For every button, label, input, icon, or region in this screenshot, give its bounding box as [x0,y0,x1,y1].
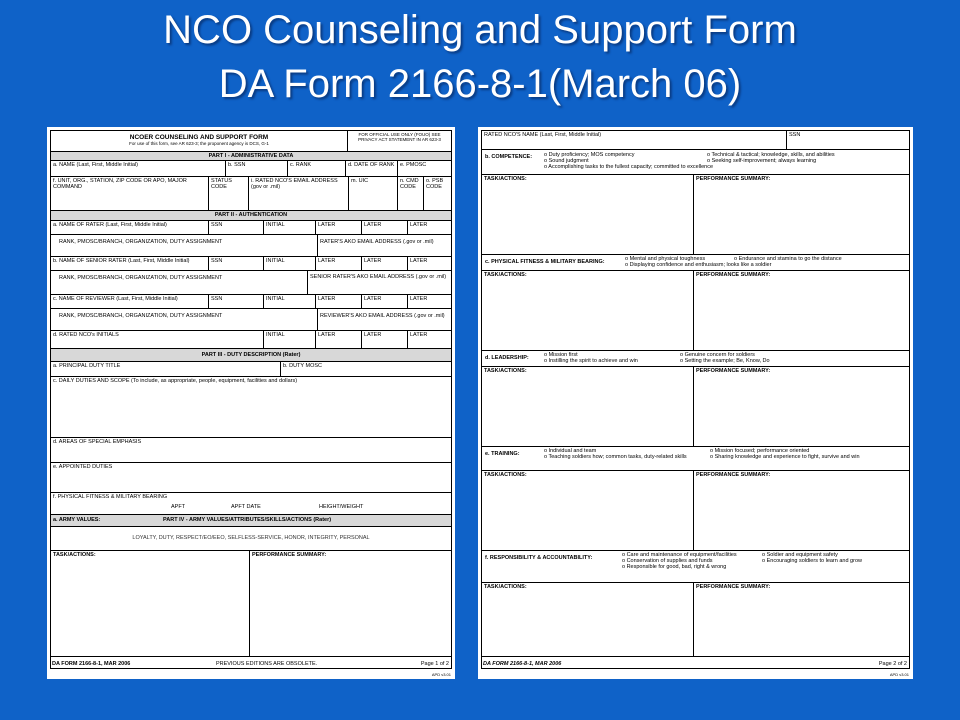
responsibility-item-4: o Soldier and equipment safety [762,552,838,558]
duty-title-row [51,362,451,377]
reviewer-later-1[interactable]: LATER [315,295,361,308]
reviewer-email-field[interactable]: REVIEWER'S AKO EMAIL ADDRESS (.gov or .mil) [317,309,451,330]
reviewer-later-2[interactable]: LATER [361,295,407,308]
senior-rater-later-1[interactable]: LATER [315,257,361,270]
reviewer-ssn-field[interactable]: SSN [208,295,263,308]
responsibility-task-field[interactable]: TASK/ACTIONS: [484,584,527,590]
competence-item-3: o Accomplishing tasks to the fullest capacity; committed to excellence [544,164,714,170]
slide-title-line2: DA Form 2166-8-1(March 06) [218,62,742,106]
part3-header: PART III - DUTY DESCRIPTION (Rater) [51,349,451,362]
name-field[interactable]: a. NAME (Last, First, Middle Initial) [53,162,138,168]
training-item-1: o Individual and team [544,448,597,454]
responsibility-item-3: o Responsible for good, bad, right & wrong [622,564,727,570]
rater-initial-field[interactable]: INITIAL [263,221,315,234]
competence-item-5: o Seeking self-improvement; always learning [707,158,817,164]
rater-row [51,221,451,235]
training-item-2: o Teaching soldiers how; common tasks, duty-related skills [544,454,687,460]
competence-item-1: o Duty proficiency; MOS competency [544,152,635,158]
leadership-task-field[interactable]: TASK/ACTIONS: [484,368,527,374]
page2-footer-page: Page 2 of 2 [878,660,907,667]
rater-ssn-field[interactable]: SSN [208,221,263,234]
army-values-line: LOYALTY, DUTY, RESPECT/EO/EEO, SELFLESS-SERVICE, HONOR, INTEGRITY, PERSONAL [132,535,370,541]
appointed-row [51,463,451,493]
page1-footer-apd: APD v3.01 [431,672,451,678]
rater-later-1[interactable]: LATER [315,221,361,234]
initials-later-2[interactable]: LATER [361,331,407,348]
emphasis-row [51,438,451,463]
competence-label: b. COMPETENCE: [485,154,533,160]
form-page-1 [47,127,455,679]
leadership-row [482,351,909,367]
appointed-duties-field[interactable]: e. APPOINTED DUTIES [53,464,113,470]
page1-footer-form: DA FORM 2166-8-1, MAR 2006 [52,660,131,667]
senior-rater-email-field[interactable]: SENIOR RATER'S AKO EMAIL ADDRESS (.gov or .mil) [307,271,451,294]
leadership-perf-field[interactable]: PERFORMANCE SUMMARY: [693,367,909,446]
fitness-item-3: o Endurance and stamina to go the distance [734,256,842,262]
task-actions-field[interactable]: TASK/ACTIONS: [53,552,96,558]
reviewer-name-field[interactable]: c. NAME OF REVIEWER (Last, First, Middle Initial) [53,296,178,302]
rater-detail-row [51,235,451,257]
senior-rater-row [51,257,451,271]
fitness-label: c. PHYSICAL FITNESS & MILITARY BEARING: [485,259,605,265]
rated-name-row [482,131,909,150]
rater-rank-field[interactable]: RANK, PMOSC/BRANCH, ORGANIZATION, DUTY ASSIGNMENT [59,239,223,245]
date-of-rank-field[interactable]: d. DATE OF RANK [345,161,397,176]
rater-later-2[interactable]: LATER [361,221,407,234]
form-header [51,131,451,152]
special-emphasis-field[interactable]: d. AREAS OF SPECIAL EMPHASIS [53,439,142,445]
part1-header: PART I - ADMINISTRATIVE DATA [51,152,451,161]
duty-mosc-field[interactable]: b. DUTY MOSC [280,362,451,376]
status-code-field[interactable]: STATUS CODE [208,177,248,210]
senior-rater-later-2[interactable]: LATER [361,257,407,270]
responsibility-item-1: o Care and maintenance of equipment/facilities [622,552,737,558]
leadership-label: d. LEADERSHIP: [485,355,529,361]
competence-task-field[interactable]: TASK/ACTIONS: [484,176,527,182]
fitness-field[interactable] [51,493,451,514]
apft-date-label: APFT DATE [231,504,261,510]
senior-rater-detail-row [51,271,451,295]
admin-row-2 [51,177,451,211]
height-weight-label: HEIGHT/WEIGHT [319,504,364,510]
responsibility-task-row [482,583,909,657]
rater-name-field[interactable]: a. NAME OF RATER (Last, First, Middle Initial) [53,222,167,228]
fitness-task-field[interactable]: TASK/ACTIONS: [484,272,527,278]
form-page-2 [478,127,913,679]
cmd-code-field[interactable]: n. CMD CODE [397,177,423,210]
fitness-task-row [482,271,909,351]
daily-duties-row [51,377,451,438]
reviewer-detail-row [51,309,451,331]
responsibility-label: f. RESPONSIBILITY & ACCOUNTABILITY: [485,555,593,561]
page1-footer-obsolete: PREVIOUS EDITIONS ARE OBSOLETE. [216,660,318,667]
training-task-field[interactable]: TASK/ACTIONS: [484,472,527,478]
ssn-field[interactable]: b. SSN [225,161,287,176]
training-label: e. TRAINING: [485,451,520,457]
psb-code-field[interactable]: o. PSB CODE [423,177,451,210]
senior-rater-name-field[interactable]: b. NAME OF SENIOR RATER (Last, First, Middle Initial) [53,258,190,264]
daily-duties-field[interactable]: c. DAILY DUTIES AND SCOPE (To include, as appropriate, people, equipment, facilities and dollars) [53,378,298,384]
page2-footer-apd: APD v3.01 [889,672,909,678]
uic-field[interactable]: m. UIC [348,177,397,210]
reviewer-initial-field[interactable]: INITIAL [263,295,315,308]
leadership-task-row [482,367,909,447]
army-values-label: a. ARMY VALUES: [53,517,101,523]
page2-footer-form: DA FORM 2166-8-1, MAR 2006 [483,660,562,667]
responsibility-row [482,551,909,583]
fitness-item-1: o Mental and physical toughness [625,256,706,262]
part4-header-row [51,515,451,527]
rater-email-field[interactable]: RATER'S AKO EMAIL ADDRESS (.gov or .mil) [317,235,451,256]
duty-title-field[interactable]: a. PRINCIPAL DUTY TITLE [53,363,121,369]
fitness-perf-field[interactable]: PERFORMANCE SUMMARY: [693,271,909,350]
apft-label: APFT [171,504,186,510]
admin-row-1 [51,161,451,177]
competence-task-row [482,175,909,255]
unit-field[interactable]: f. UNIT, ORG., STATION, ZIP CODE OR APO, MAJOR COMMAND [53,178,187,191]
initials-row [51,331,451,349]
rank-field[interactable]: c. RANK [287,161,345,176]
task-perf-row [51,551,451,657]
rated-name-field[interactable]: RATED NCO'S NAME (Last, First, Middle Initial) [484,132,602,138]
training-row [482,447,909,471]
leadership-item-3: o Genuine concern for soldiers [680,352,755,358]
leadership-item-2: o Instilling the spirit to achieve and win [544,358,638,364]
training-task-row [482,471,909,551]
page1-footer-page: Page 1 of 2 [420,660,449,667]
senior-rater-later-3[interactable]: LATER [407,257,451,270]
email-field[interactable]: i. RATED NCO'S EMAIL ADDRESS (gov or .mil) [248,177,348,210]
fitness-row [482,255,909,271]
initials-field[interactable]: d. RATED NCO's INITIALS [53,332,119,338]
competence-perf-field[interactable]: PERFORMANCE SUMMARY: [693,175,909,254]
form-subtitle: For use of this form, see AR 623-3; the proponent agency is DCS, G-1 [129,141,269,147]
part2-header: PART II - AUTHENTICATION [51,211,451,221]
competence-item-4: o Technical & tactical; knowledge, skills, and abilities [707,152,835,158]
reviewer-rank-field[interactable]: RANK, PMOSC/BRANCH, ORGANIZATION, DUTY ASSIGNMENT [59,313,223,319]
responsibility-item-5: o Encouraging soldiers to learn and grow [762,558,862,564]
form-page-1-frame [50,130,452,669]
form-page-2-frame [481,130,910,669]
rater-later-3[interactable]: LATER [407,221,451,234]
competence-row [482,150,909,175]
training-perf-field[interactable]: PERFORMANCE SUMMARY: [693,471,909,550]
training-item-4: o Sharing knowledge and experience to fight, survive and win [710,454,860,460]
fitness-label: f. PHYSICAL FITNESS & MILITARY BEARING [53,494,168,500]
form-title: NCOER COUNSELING AND SUPPORT FORM [129,134,269,141]
rated-ssn-field[interactable]: SSN [786,131,909,149]
fitness-row [51,493,451,515]
reviewer-later-3[interactable]: LATER [407,295,451,308]
initials-later-1[interactable]: LATER [315,331,361,348]
performance-summary-field[interactable]: PERFORMANCE SUMMARY: [249,551,451,656]
pmosc-field[interactable]: e. PMOSC [397,161,451,176]
senior-rater-rank-field[interactable]: RANK, PMOSC/BRANCH, ORGANIZATION, DUTY ASSIGNMENT [59,275,223,281]
senior-rater-ssn-field[interactable]: SSN [208,257,263,270]
leadership-item-4: o Setting the example; Be, Know, Do [680,358,770,364]
senior-rater-initial-field[interactable]: INITIAL [263,257,315,270]
initials-initial-field[interactable]: INITIAL [263,331,315,348]
privacy-notice: FOR OFFICIAL USE ONLY (FOUO) SEE PRIVACY ACT STATEMENT IN AR 623-3 [347,131,451,151]
part4-header: PART IV - ARMY VALUES/ATTRIBUTES/SKILLS/ACTIONS (Rater) [163,517,332,523]
responsibility-item-2: o Conservation of supplies and funds [622,558,713,564]
values-row [51,527,451,551]
responsibility-perf-field[interactable]: PERFORMANCE SUMMARY: [693,583,909,656]
initials-later-3[interactable]: LATER [407,331,451,348]
competence-item-2: o Sound judgment [544,158,589,164]
reviewer-row [51,295,451,309]
training-item-3: o Mission focused; performance oriented [710,448,810,454]
slide-title-line1: NCO Counseling and Support Form [163,8,797,52]
leadership-item-1: o Mission first [544,352,578,358]
fitness-item-2: o Displaying confidence and enthusiasm; looks like a soldier [625,262,772,268]
